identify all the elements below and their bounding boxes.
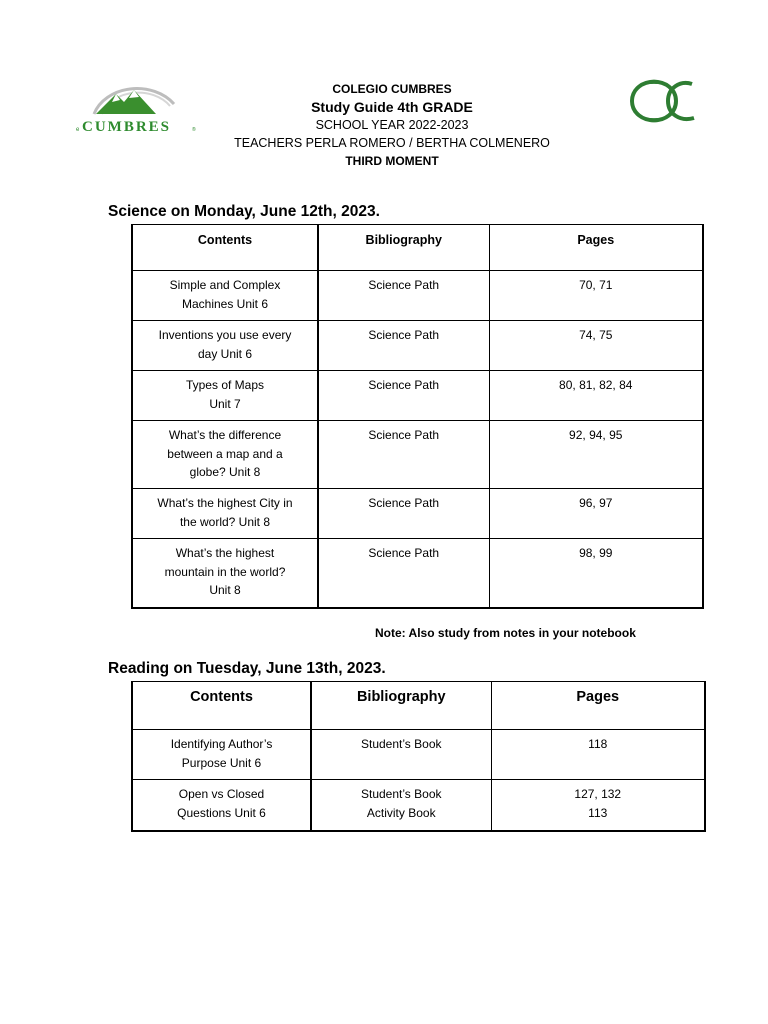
content-line: day Unit 6 — [197, 346, 253, 361]
bibliography-line: Activity Book — [366, 805, 436, 820]
reading-table — [131, 681, 706, 832]
content-cell — [132, 730, 311, 780]
bibliography-line: Science Path — [368, 328, 440, 342]
content-cell — [132, 780, 311, 831]
bibliography-line: Science Path — [368, 428, 440, 442]
content-line: the world? Unit 8 — [179, 514, 271, 529]
content-line: What’s the difference — [168, 428, 282, 442]
table-row — [132, 539, 703, 608]
column-header: Contents — [132, 682, 311, 730]
content-line: Unit 7 — [209, 396, 241, 411]
bibliography-cell — [318, 371, 489, 421]
bibliography-cell — [318, 489, 489, 539]
content-line: Purpose Unit 6 — [181, 755, 262, 770]
teachers: TEACHERS PERLA ROMERO / BERTHA COLMENERO — [234, 136, 550, 150]
bibliography-cell — [311, 780, 491, 831]
content-line: Types of Maps — [185, 378, 265, 392]
science-table — [131, 224, 704, 609]
pages-line: 70, 71 — [579, 278, 613, 292]
science-section-title: Science on Monday, June 12th, 2023. — [108, 203, 380, 220]
document-title: Study Guide 4th GRADE — [311, 99, 473, 115]
table-row — [132, 489, 703, 539]
pages-line: 98, 99 — [579, 546, 613, 560]
reading-section-title: Reading on Tuesday, June 13th, 2023. — [108, 660, 386, 677]
bibliography-line: Science Path — [368, 278, 440, 292]
bibliography-line: Student’s Book — [360, 737, 442, 751]
bibliography-cell — [318, 421, 489, 489]
table-row — [132, 421, 703, 489]
school-year: SCHOOL YEAR 2022-2023 — [315, 118, 469, 132]
content-line: Questions Unit 6 — [177, 805, 266, 820]
content-cell — [132, 539, 318, 608]
pages-line: 118 — [588, 737, 608, 751]
pages-line: 113 — [588, 805, 608, 820]
logo-left-text: CUMBRES — [82, 119, 172, 135]
pages-cell — [489, 271, 703, 321]
pages-line: 80, 81, 82, 84 — [559, 378, 633, 392]
column-header: Bibliography — [318, 225, 489, 271]
pages-cell — [489, 539, 703, 608]
content-line: Identifying Author’s — [170, 737, 273, 751]
column-header: Pages — [491, 682, 705, 730]
content-cell — [132, 489, 318, 539]
bibliography-line: Student’s Book — [360, 787, 442, 801]
svg-text:®: ® — [192, 127, 196, 133]
pages-cell — [489, 489, 703, 539]
pages-cell — [491, 730, 705, 780]
bibliography-cell — [318, 321, 489, 371]
table-header-row — [132, 682, 705, 730]
content-cell — [132, 271, 318, 321]
content-line: globe? Unit 8 — [189, 465, 261, 479]
content-line: Simple and Complex — [169, 278, 281, 292]
content-cell — [132, 371, 318, 421]
document-header — [192, 80, 592, 170]
table-row — [132, 371, 703, 421]
table-row — [132, 321, 703, 371]
table-row — [132, 730, 705, 780]
table-row — [132, 780, 705, 831]
content-line: Inventions you use every — [158, 328, 292, 342]
pages-line: 92, 94, 95 — [569, 428, 623, 442]
column-header: Contents — [132, 225, 318, 271]
content-line: Machines Unit 6 — [181, 296, 269, 311]
bibliography-line: Science Path — [368, 546, 440, 560]
pages-cell — [489, 371, 703, 421]
content-line: mountain in the world? — [164, 564, 286, 579]
school-name: COLEGIO CUMBRES — [332, 82, 452, 96]
content-cell — [132, 321, 318, 371]
study-note: Note: Also study from notes in your notebook — [375, 626, 636, 640]
content-line: Open vs Closed — [178, 787, 265, 801]
table-header-row — [132, 225, 703, 271]
content-line: Unit 8 — [209, 583, 241, 597]
pages-cell — [491, 780, 705, 831]
bibliography-cell — [318, 271, 489, 321]
bibliography-cell — [318, 539, 489, 608]
content-line: What’s the highest — [175, 546, 275, 560]
pages-line: 127, 132 — [574, 787, 622, 801]
column-header: Pages — [489, 225, 703, 271]
moment: THIRD MOMENT — [345, 154, 439, 168]
bibliography-line: Science Path — [368, 378, 440, 392]
pages-cell — [489, 421, 703, 489]
content-line: between a map and a — [167, 446, 283, 461]
bibliography-cell — [311, 730, 491, 780]
table-row — [132, 271, 703, 321]
content-cell — [132, 421, 318, 489]
pages-cell — [489, 321, 703, 371]
bibliography-line: Science Path — [368, 496, 440, 510]
pages-line: 96, 97 — [579, 496, 613, 510]
cumbres-logo — [72, 76, 202, 136]
cc-monogram-logo — [628, 74, 700, 128]
pages-line: 74, 75 — [579, 328, 613, 342]
column-header: Bibliography — [311, 682, 491, 730]
content-line: What’s the highest City in — [157, 496, 293, 510]
svg-text:e: e — [76, 127, 80, 133]
